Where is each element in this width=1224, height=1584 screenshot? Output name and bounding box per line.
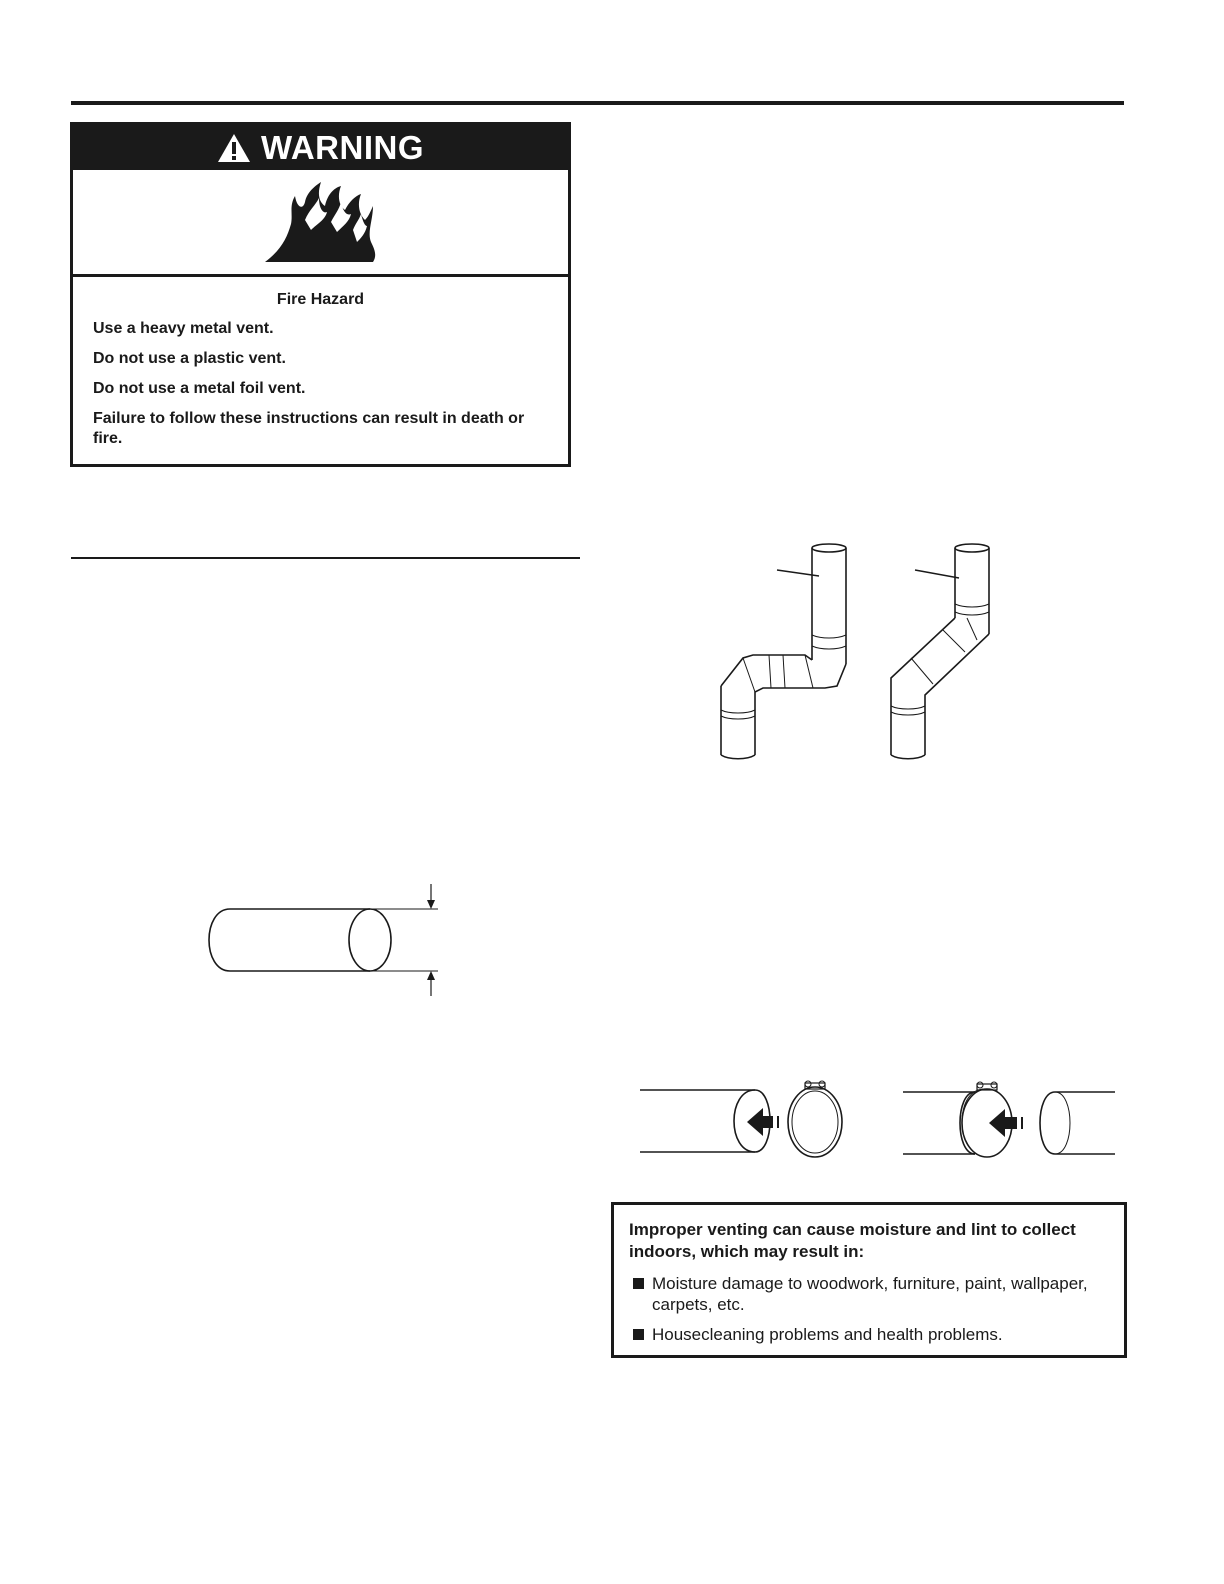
warning-body <box>73 277 568 449</box>
bullet-square-icon <box>633 1329 644 1340</box>
notice-intro: Improper venting can cause moisture and lint to collect indoors, which may result in: <box>629 1220 1076 1261</box>
warning-triangle-icon <box>217 133 251 163</box>
warning-line: Use a heavy metal vent. <box>93 320 274 337</box>
warning-header <box>73 125 568 170</box>
elbow-vents-figure <box>715 540 1025 770</box>
fire-hazard-icon <box>261 180 381 264</box>
warning-line: Do not use a plastic vent. <box>93 350 286 367</box>
notice-item-text: Moisture damage to woodwork, furniture, paint, wallpaper, carpets, etc. <box>652 1274 1088 1314</box>
notice-item-text: Housecleaning problems and health problems. <box>652 1325 1003 1344</box>
warning-line: Do not use a metal foil vent. <box>93 380 306 397</box>
vent-diameter-figure <box>200 880 450 1000</box>
warning-box <box>70 122 571 467</box>
warning-heading: WARNING <box>261 128 424 166</box>
clamp-connection-figure <box>635 1075 1120 1165</box>
notice-item <box>629 1324 1109 1345</box>
hazard-title: Fire Hazard <box>276 291 365 308</box>
section-divider <box>71 557 580 559</box>
bullet-square-icon <box>633 1278 644 1289</box>
notice-item <box>629 1273 1109 1315</box>
notice-box <box>611 1202 1127 1358</box>
warning-line: Failure to follow these instructions can result in death or fire. <box>93 410 525 447</box>
top-rule <box>71 101 1124 105</box>
fire-area <box>73 170 568 277</box>
